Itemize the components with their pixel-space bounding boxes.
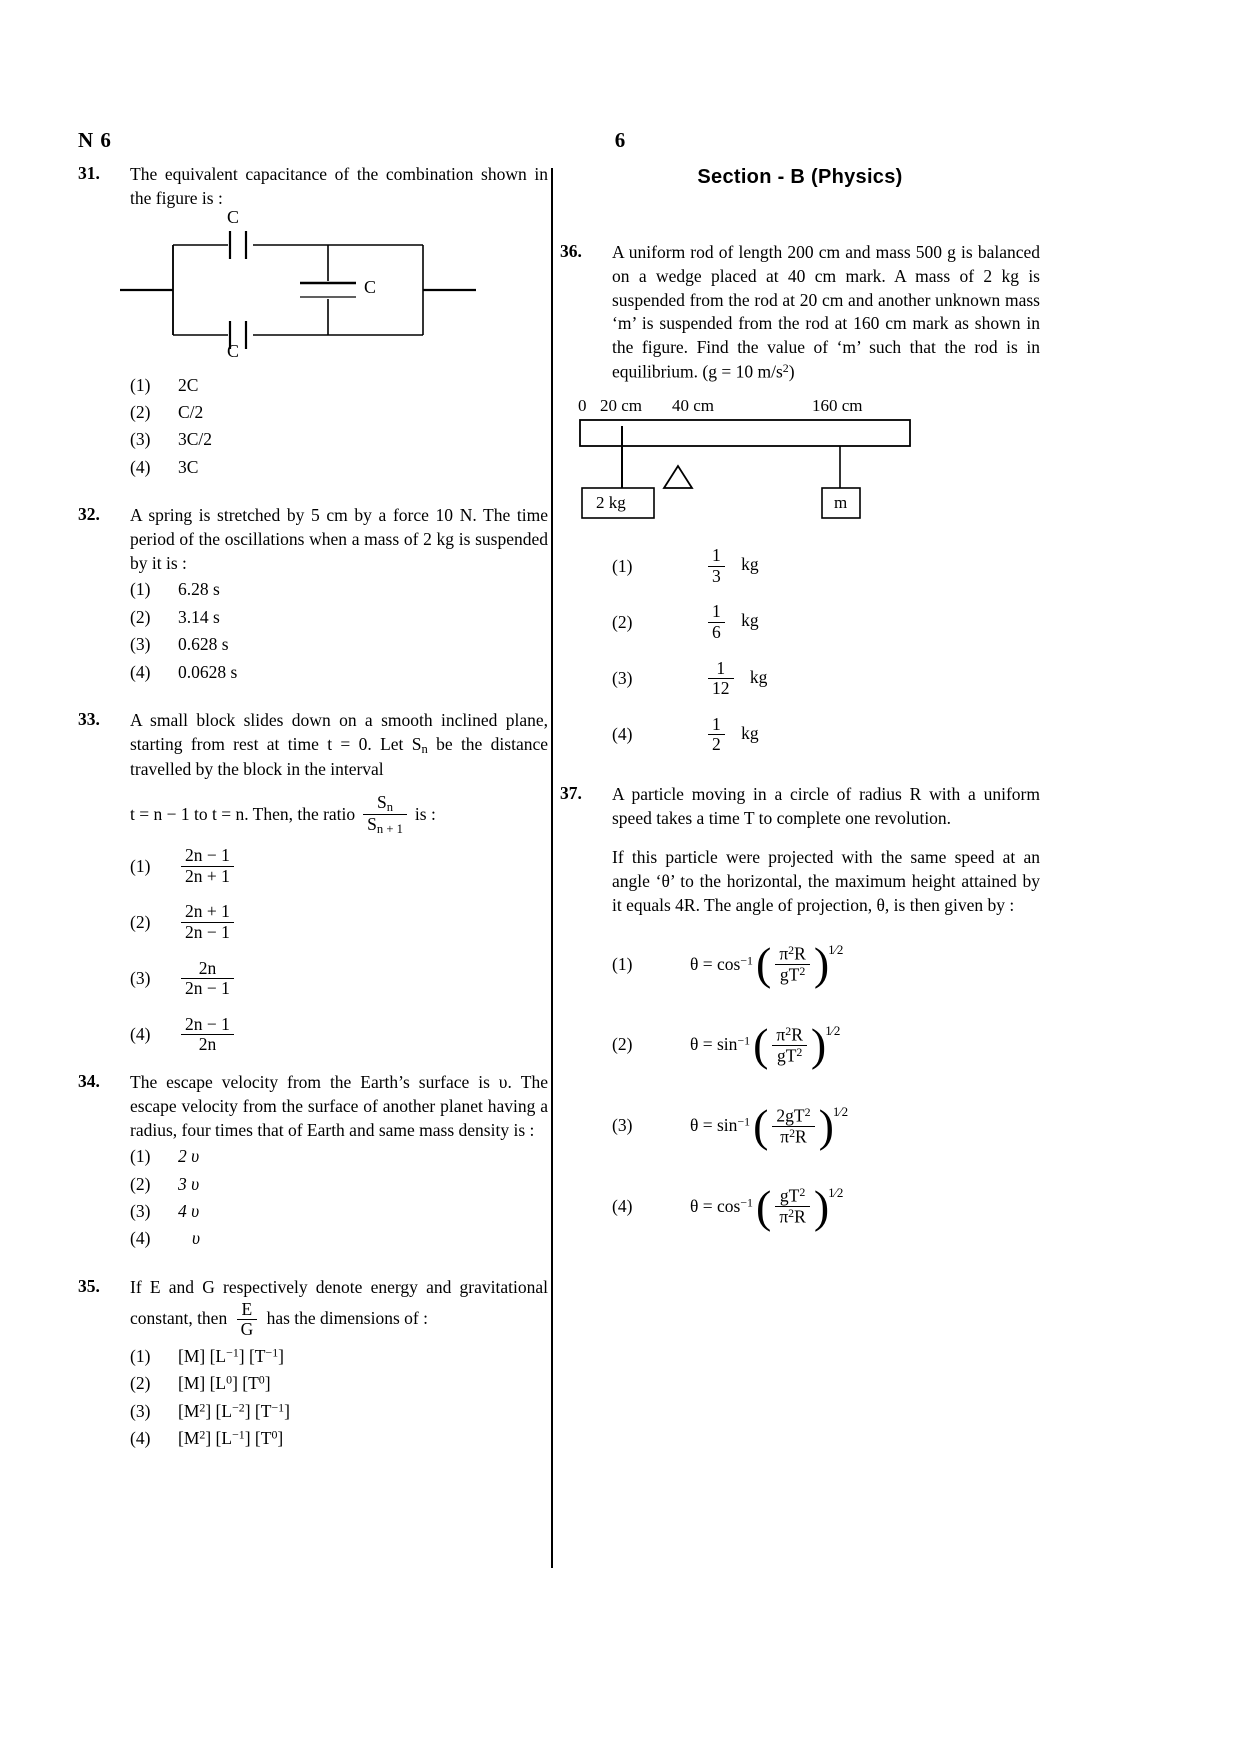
option-label: (2) bbox=[130, 606, 151, 627]
option-row[interactable] bbox=[130, 1426, 548, 1451]
fraction-denominator: G bbox=[240, 1319, 254, 1340]
option-label: (2) bbox=[130, 1173, 151, 1194]
fraction-numerator: $2gT^2$ bbox=[772, 1106, 814, 1127]
option-row[interactable] bbox=[130, 400, 548, 425]
option-label: (1) bbox=[130, 1345, 151, 1366]
scale-label-40cm: 40 cm bbox=[672, 396, 715, 416]
question-text-part2: has the dimensions of : bbox=[266, 1307, 428, 1328]
fraction-numerator: $\pi^2R$ bbox=[772, 1025, 806, 1046]
option-row[interactable] bbox=[612, 602, 1040, 642]
question-37 bbox=[560, 782, 1040, 1232]
fraction-numerator: $S_n$ bbox=[363, 793, 407, 815]
trig-function: $\theta = \sin^{-1}$ bbox=[690, 1115, 751, 1136]
option-fraction bbox=[708, 546, 725, 586]
trig-function: $\theta = \sin^{-1}$ bbox=[690, 1034, 751, 1055]
question-text-part1: A small block slides down on a smooth inclined plane, starting from rest at time t = 0. Let S bbox=[130, 709, 548, 754]
options-32 bbox=[130, 577, 548, 685]
option-row[interactable] bbox=[130, 577, 548, 602]
fraction-numerator: 2n − 1 bbox=[181, 846, 234, 867]
option-label: (1) bbox=[130, 374, 151, 395]
question-number: 33. bbox=[78, 708, 100, 729]
fraction-numerator: 1 bbox=[708, 659, 734, 680]
option-label: (2) bbox=[130, 1373, 151, 1394]
option-label: (4) bbox=[130, 1427, 151, 1448]
option-row[interactable] bbox=[130, 1015, 548, 1055]
option-value: 3C bbox=[178, 456, 199, 477]
option-unit: kg bbox=[749, 666, 768, 687]
question-number: 31. bbox=[78, 163, 100, 183]
question-number: 37. bbox=[560, 782, 582, 803]
option-unit: kg bbox=[741, 554, 759, 575]
option-label: (1) bbox=[612, 555, 633, 576]
option-fraction bbox=[181, 959, 234, 999]
option-value bbox=[178, 846, 548, 886]
fraction-numerator: $\pi^2R$ bbox=[775, 944, 809, 965]
option-row[interactable] bbox=[130, 902, 548, 942]
mass-label-right: m bbox=[834, 493, 848, 513]
mass-label-left: 2 kg bbox=[596, 493, 626, 513]
option-fraction bbox=[775, 944, 809, 985]
fraction-numerator: 1 bbox=[708, 546, 725, 567]
question-36 bbox=[560, 241, 1040, 755]
question-number: 35. bbox=[78, 1275, 100, 1296]
options-37 bbox=[612, 938, 1040, 1232]
option-value bbox=[660, 602, 1040, 642]
fraction-denominator: $\pi^2R$ bbox=[779, 1206, 806, 1227]
fraction-denominator: $gT^2$ bbox=[776, 1044, 803, 1066]
question-text-part2: If this particle were projected with the same speed at an angle ‘θ’ to the horizontal, the maximum height attained by it equals 4R. The angle of projection, θ, is then given by : bbox=[612, 847, 1040, 916]
question-ratio-line bbox=[130, 793, 548, 836]
question-text-part4: is : bbox=[414, 803, 436, 824]
fraction-denominator: $S_{n + 1}$ bbox=[367, 814, 403, 837]
question-number: 32. bbox=[78, 504, 100, 525]
option-row[interactable] bbox=[612, 1019, 1040, 1071]
exponent-half: 1⁄2 bbox=[825, 1022, 841, 1038]
exponent-half: 1⁄2 bbox=[828, 941, 844, 957]
question-34 bbox=[78, 1071, 548, 1252]
option-label: (4) bbox=[130, 1228, 151, 1249]
capacitor-label-bottom: C bbox=[227, 340, 240, 361]
question-text: A spring is stretched by 5 cm by a force 10 N. The time period of the oscillations when a mass of 2 kg is suspended by it is : bbox=[130, 505, 548, 573]
question-number: 36. bbox=[560, 241, 582, 261]
scale-label-20cm: 20 cm bbox=[600, 396, 643, 416]
option-fraction bbox=[772, 1025, 806, 1066]
section-title: Section - B (Physics) bbox=[697, 166, 903, 188]
option-row[interactable] bbox=[130, 427, 548, 452]
option-value: 0.628 s bbox=[178, 634, 229, 655]
option-value: 3 υ bbox=[178, 1173, 200, 1194]
option-unit: kg bbox=[741, 610, 759, 631]
option-row[interactable] bbox=[612, 1100, 1040, 1152]
left-column bbox=[78, 163, 548, 1467]
option-label: (1) bbox=[130, 579, 151, 600]
option-label: (2) bbox=[612, 611, 633, 632]
option-row[interactable] bbox=[130, 455, 548, 480]
fraction-numerator: $gT^2$ bbox=[775, 1186, 809, 1207]
option-value: $\theta = \cos^{-1}$ ( $\frac{gT^2}{\pi^2R}$ ) 1⁄2 bbox=[690, 1180, 844, 1232]
option-value bbox=[178, 902, 548, 942]
option-row[interactable] bbox=[612, 659, 1040, 699]
exponent-half: 1⁄2 bbox=[832, 1103, 849, 1119]
option-row[interactable] bbox=[130, 1226, 548, 1251]
fraction-denominator: 2 bbox=[712, 734, 721, 755]
fraction-numerator: 2n − 1 bbox=[181, 1015, 234, 1036]
sn-subscript: n bbox=[421, 741, 428, 756]
question-text: A uniform rod of length 200 cm and mass 500 g is balanced on a wedge placed at 40 cm mark. A mass of 2 kg is suspended from the rod at 20 cm and another unknown mass ‘m’ is suspended from the rod at 160 cm mark as shown in the figure. Find the value of ‘m’ such that the rod is in equilibrium. (g = 10 $m/s^2$) bbox=[612, 242, 1040, 382]
question-text-part2: be the distance travelled by the block in the interval bbox=[130, 733, 548, 779]
question-33 bbox=[78, 709, 548, 1055]
option-value: υ bbox=[192, 1228, 201, 1249]
options-33 bbox=[130, 846, 548, 1055]
option-row[interactable] bbox=[612, 1180, 1040, 1232]
option-fraction bbox=[708, 602, 725, 642]
option-label: (4) bbox=[130, 661, 151, 682]
option-row[interactable] bbox=[130, 1199, 548, 1224]
option-fraction bbox=[775, 1186, 809, 1227]
option-label: (3) bbox=[130, 1400, 151, 1421]
options-36 bbox=[612, 546, 1040, 755]
fraction-denominator: 2n − 1 bbox=[185, 978, 230, 999]
fraction-denominator: 3 bbox=[712, 565, 721, 586]
option-row[interactable] bbox=[130, 1144, 548, 1169]
option-value bbox=[660, 659, 1040, 699]
eg-fraction bbox=[237, 1300, 258, 1340]
option-value: $\theta = \sin^{-1}$ ( $\frac{2gT^2}{\pi^2R}$ ) 1⁄2 bbox=[690, 1100, 849, 1152]
fraction-denominator: 12 bbox=[712, 678, 730, 699]
question-text: The equivalent capacitance of the combination shown in the figure is : bbox=[130, 164, 548, 208]
option-row[interactable] bbox=[612, 546, 1040, 586]
option-row[interactable] bbox=[130, 660, 548, 685]
options-34 bbox=[130, 1144, 548, 1252]
option-label: (1) bbox=[130, 855, 151, 876]
fraction-numerator: 2n bbox=[181, 959, 234, 980]
option-value: $\theta = \sin^{-1}$ ( $\frac{\pi^2R}{gT^2}$ ) 1⁄2 bbox=[690, 1019, 841, 1071]
capacitor-network-figure bbox=[78, 206, 548, 367]
option-fraction bbox=[181, 1015, 234, 1055]
option-value bbox=[660, 546, 1040, 586]
option-fraction bbox=[708, 659, 734, 699]
options-31 bbox=[130, 373, 548, 481]
option-value: 2 υ bbox=[178, 1146, 200, 1167]
option-label: (1) bbox=[130, 1146, 151, 1167]
option-value: $\theta = \cos^{-1}$ ( $\frac{\pi^2R}{gT^2}$ ) 1⁄2 bbox=[690, 938, 844, 990]
option-label: (3) bbox=[130, 1201, 151, 1222]
option-value: $[M^2]$ $[L^{-2}]$ $[T^{-1}]$ bbox=[178, 1400, 290, 1421]
fraction-denominator: $\pi^2R$ bbox=[780, 1125, 807, 1146]
option-value: [M] $[L^0]$ $[T^0]$ bbox=[178, 1372, 271, 1394]
option-row[interactable] bbox=[130, 846, 548, 886]
fraction-denominator: 2n bbox=[198, 1034, 217, 1055]
option-label: (3) bbox=[130, 429, 151, 450]
option-label: (4) bbox=[130, 456, 151, 477]
option-value: 0.0628 s bbox=[178, 661, 238, 682]
exponent-half: 1⁄2 bbox=[828, 1184, 844, 1200]
option-row[interactable] bbox=[130, 1344, 548, 1369]
fraction-numerator: 1 bbox=[708, 602, 725, 623]
option-row[interactable] bbox=[130, 632, 548, 657]
option-row[interactable] bbox=[130, 605, 548, 630]
fraction-denominator: $gT^2$ bbox=[779, 963, 806, 985]
option-row[interactable] bbox=[612, 938, 1040, 990]
options-35 bbox=[130, 1344, 548, 1452]
capacitor-label-middle: C bbox=[364, 276, 377, 297]
option-value: 3C/2 bbox=[178, 429, 213, 450]
option-label: (3) bbox=[130, 967, 151, 988]
option-fraction bbox=[181, 846, 234, 886]
option-row[interactable] bbox=[130, 959, 548, 999]
option-value bbox=[178, 959, 548, 999]
option-label: (4) bbox=[612, 724, 633, 745]
fraction-numerator: 2n + 1 bbox=[181, 902, 234, 923]
option-label: (2) bbox=[612, 1034, 633, 1055]
fraction-numerator: E bbox=[237, 1300, 258, 1321]
option-value: 6.28 s bbox=[178, 579, 220, 600]
question-text bbox=[130, 1276, 548, 1340]
sn-ratio-fraction bbox=[363, 793, 407, 836]
question-text bbox=[130, 709, 548, 781]
option-value: [M] $[L^{-1}]$ $[T^{-1}]$ bbox=[178, 1345, 284, 1366]
question-text-part1: A particle moving in a circle of radius R with a uniform speed takes a time T to complete one revolution. bbox=[612, 783, 1040, 828]
question-35 bbox=[78, 1276, 548, 1451]
option-unit: kg bbox=[741, 722, 759, 743]
option-label: (2) bbox=[130, 911, 151, 932]
option-value bbox=[178, 1015, 548, 1055]
option-row[interactable] bbox=[130, 1399, 548, 1424]
fraction-denominator: 2n − 1 bbox=[185, 921, 230, 942]
paper-code: N 6 bbox=[78, 128, 112, 152]
option-label: (4) bbox=[130, 1024, 151, 1045]
fraction-denominator: 6 bbox=[712, 621, 721, 642]
option-row[interactable] bbox=[130, 373, 548, 398]
question-text: The escape velocity from the Earth’s surface is υ. The escape velocity from the surface of another planet having a radius, four times that of Earth and same mass density is : bbox=[130, 1071, 548, 1140]
trig-function: $\theta = \cos^{-1}$ bbox=[690, 953, 753, 974]
option-label: (2) bbox=[130, 401, 151, 422]
page-number: 6 bbox=[614, 128, 626, 152]
option-row[interactable] bbox=[130, 1172, 548, 1197]
option-fraction bbox=[181, 902, 234, 942]
question-text-part3: t = n − 1 to t = n. Then, the ratio bbox=[130, 803, 356, 824]
option-label: (3) bbox=[612, 1115, 633, 1136]
capacitor-label-top: C bbox=[227, 206, 240, 227]
right-column bbox=[560, 163, 1040, 1243]
option-row[interactable] bbox=[130, 1371, 548, 1396]
balanced-rod-figure bbox=[560, 398, 1040, 528]
option-value: C/2 bbox=[178, 401, 204, 422]
option-label: (1) bbox=[612, 953, 633, 974]
question-number: 34. bbox=[78, 1070, 100, 1091]
option-value bbox=[660, 715, 1040, 755]
option-value: 3.14 s bbox=[178, 606, 220, 627]
option-label: (3) bbox=[612, 667, 633, 688]
option-value: 2C bbox=[178, 374, 199, 395]
option-row[interactable] bbox=[612, 715, 1040, 755]
option-fraction bbox=[772, 1106, 814, 1147]
option-value: $[M^2]$ $[L^{-1}]$ $[T^0]$ bbox=[178, 1427, 284, 1448]
question-31 bbox=[78, 163, 548, 480]
scale-label-160cm: 160 cm bbox=[812, 396, 863, 416]
question-32 bbox=[78, 504, 548, 685]
question-text-part1: If E and G respectively denote energy and gravitational constant, then bbox=[130, 1276, 548, 1328]
column-divider bbox=[551, 168, 553, 1568]
fraction-denominator: 2n + 1 bbox=[185, 865, 230, 886]
trig-function: $\theta = \cos^{-1}$ bbox=[690, 1195, 753, 1217]
scale-label-0: 0 bbox=[578, 396, 587, 416]
option-label: (4) bbox=[612, 1196, 633, 1217]
option-label: (3) bbox=[130, 634, 151, 655]
option-fraction bbox=[708, 715, 725, 755]
fraction-numerator: 1 bbox=[708, 715, 725, 736]
option-value: 4 υ bbox=[178, 1201, 200, 1222]
